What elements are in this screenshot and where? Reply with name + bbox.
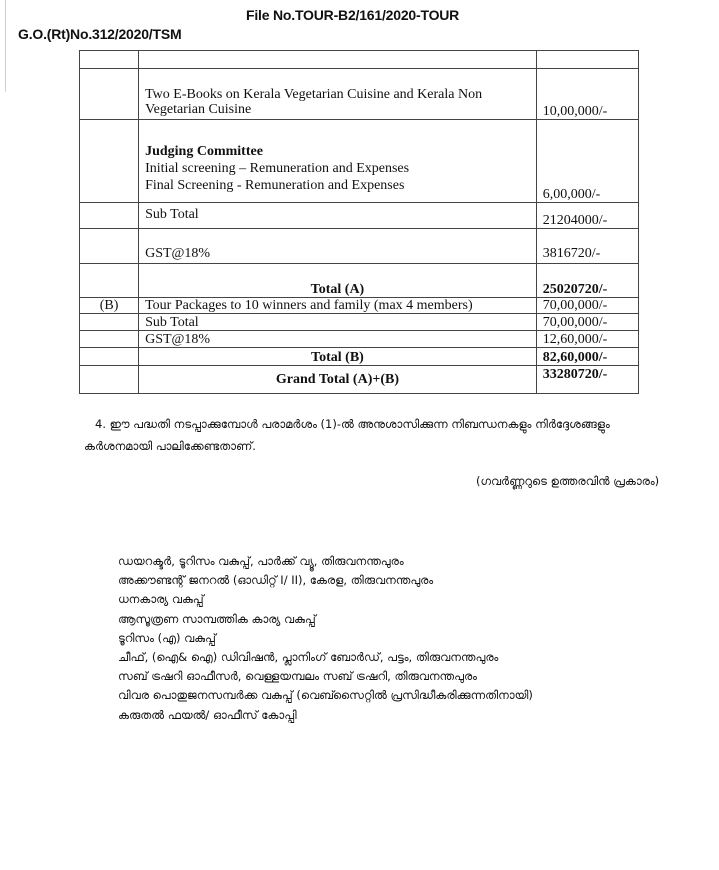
item-description: Tour Packages to 10 winners and family (max 4 members) (139, 298, 537, 314)
list-item: ധനകാര്യ വകുപ്പ് (118, 592, 204, 607)
government-order-number: G.O.(Rt)No.312/2020/TSM (18, 26, 182, 42)
signature-line: (ഗവർണ്ണറുടെ ഉത്തരവിൻ പ്രകാരം) (476, 474, 660, 488)
total-a-label: Total (A) (139, 264, 537, 298)
item-description (139, 120, 537, 203)
file-number: File No.TOUR-B2/161/2020-TOUR (246, 7, 460, 23)
table-cell (536, 51, 638, 69)
gst-label: GST@18% (139, 229, 537, 264)
table-cell (80, 348, 139, 366)
list-item: ഡയറക്ടർ, ടൂറിസം വകുപ്പ്, പാർക്ക് വ്യൂ, തിരുവനന്തപുരം (118, 554, 404, 568)
subtotal-amount: 70,00,000/- (536, 314, 638, 331)
total-a-amount: 25020720/- (536, 264, 638, 298)
table-row (80, 229, 639, 264)
list-item: അക്കൗണ്ടന്റ് ജനറൽ (ഓഡിറ്റ് I/ II), കേരള, തിരുവനന്തപുരം (118, 573, 434, 588)
table-cell (80, 203, 139, 229)
subtotal-label: Sub Total (139, 203, 537, 229)
table-cell (80, 120, 139, 203)
gst-amount: 3816720/- (536, 229, 638, 264)
grand-total-label: Grand Total (A)+(B) (139, 366, 537, 394)
table-cell (80, 229, 139, 264)
instruction-paragraph (84, 413, 693, 457)
table-cell (139, 51, 537, 69)
subtotal-amount: 21204000/- (536, 203, 638, 229)
item-amount: 10,00,000/- (536, 69, 638, 120)
table-row (80, 51, 639, 69)
copy-to-list (118, 552, 533, 725)
total-b-label: Total (B) (139, 348, 537, 366)
grand-total-amount: 33280720/- (536, 366, 638, 394)
table-row (80, 348, 639, 366)
table-cell (80, 314, 139, 331)
item-amount: 70,00,000/- (536, 298, 638, 314)
list-item: ടൂറിസം (എ) വകുപ്പ് (118, 630, 216, 645)
page-edge-divider (5, 0, 6, 92)
table-cell (80, 51, 139, 69)
budget-table (79, 50, 639, 394)
list-item: ചീഫ്, (ഐ& ഐ) ഡിവിഷൻ, പ്ലാനിംഗ് ബോർഡ്, പട്ടം, തിരുവനന്തപുരം (118, 650, 499, 665)
item-amount: 6,00,000/- (536, 120, 638, 203)
judging-committee-heading: Judging Committee (145, 144, 263, 159)
table-row (80, 298, 639, 314)
item-line: Final Screening - Remuneration and Expenses (145, 178, 405, 193)
table-row (80, 331, 639, 348)
section-b-label: (B) (80, 298, 139, 314)
item-text: Two E-Books on Kerala Vegetarian Cuisine and Kerala Non Vegetarian Cuisine (145, 87, 483, 117)
list-item: കരുതൽ ഫയൽ/ ഓഫീസ് കോപ്പി (118, 707, 297, 722)
total-b-amount: 82,60,000/- (536, 348, 638, 366)
table-row (80, 120, 639, 203)
table-row (80, 314, 639, 331)
paragraph-line: കർശനമായി പാലിക്കേണ്ടതാണ്. (84, 439, 256, 453)
table-row (80, 264, 639, 298)
subtotal-label: Sub Total (139, 314, 537, 331)
table-cell (80, 366, 139, 394)
item-line: Initial screening – Remuneration and Expenses (145, 161, 410, 176)
table-row (80, 69, 639, 120)
gst-amount: 12,60,000/- (536, 331, 638, 348)
item-description (139, 69, 537, 120)
list-item: സബ് ട്രഷറി ഓഫീസർ, വെള്ളയമ്പലം സബ് ട്രഷറി, തിരുവനന്തപുരം (118, 669, 477, 684)
table-cell (80, 331, 139, 348)
list-item: വിവര പൊതുജനസമ്പർക്ക വകുപ്പ് (വെബ്സൈറ്റിൽ പ്രസിദ്ധീകരിക്കുന്നതിനായി) (118, 688, 533, 703)
paragraph-line: 4. ഈ പദ്ധതി നടപ്പാക്കുമ്പോൾ പരാമർശം (1)-ൽ അനുശാസിക്കുന്ന നിബന്ധനകളും നിർദ്ദേശങ്ങളും (95, 417, 610, 431)
list-item: ആസൂത്രണ സാമ്പത്തിക കാര്യ വകുപ്പ് (118, 611, 316, 626)
gst-label: GST@18% (139, 331, 537, 348)
table-cell (80, 264, 139, 298)
table-row (80, 203, 639, 229)
table-cell (80, 69, 139, 120)
table-row (80, 366, 639, 394)
